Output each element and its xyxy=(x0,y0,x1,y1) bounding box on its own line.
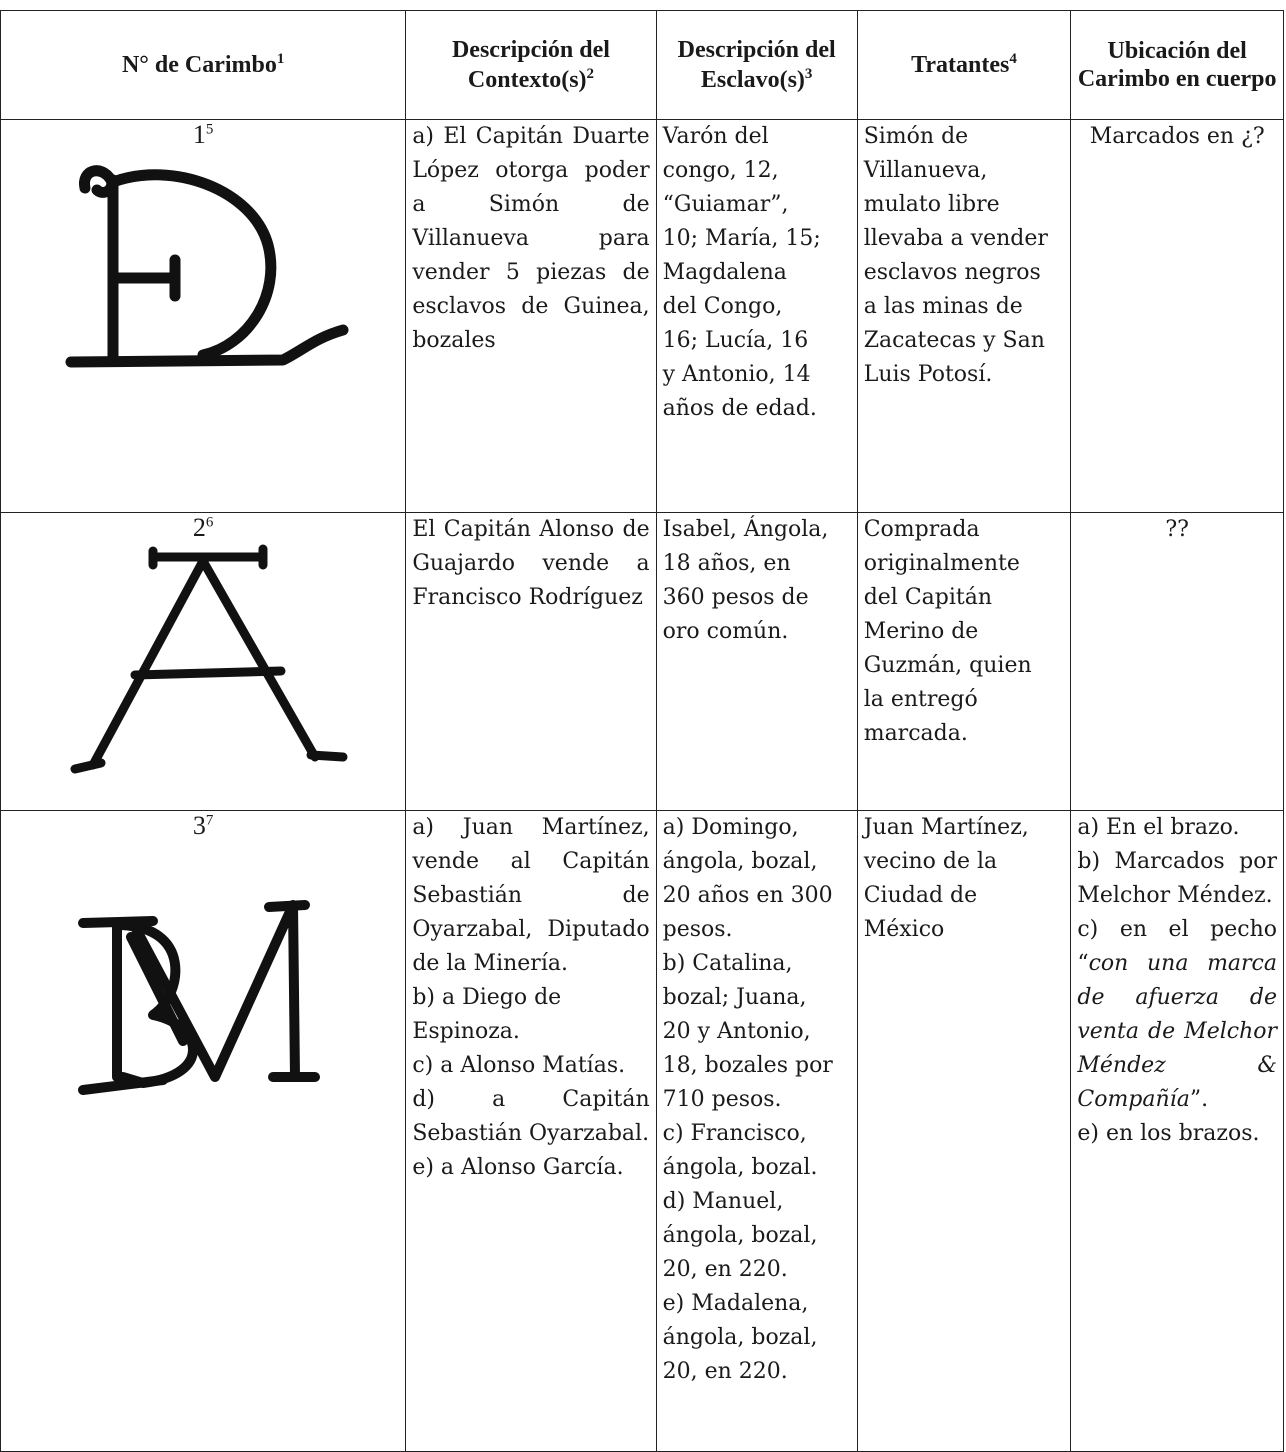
table-row xyxy=(1,120,1284,513)
carimbo-cell xyxy=(1,120,406,513)
contexto-cell: a) Juan Martínez, vende al Capitán Sebastián de Oyarzabal, Diputado de la Minería. b) a Diego de Espinoza. c) a Alonso Matías. d) a Capitán Sebastián Oyarzabal. e) a Alonso García. xyxy=(406,811,656,1452)
carimbo-cell xyxy=(1,513,406,811)
tratantes-cell: Comprada originalmente del Capitán Merino de Guzmán, quien la entregó marcada. xyxy=(857,513,1071,811)
carimbo-table xyxy=(0,10,1284,1452)
contexto-cell: El Capitán Alonso de Guajardo vende a Francisco Rodríguez xyxy=(406,513,656,811)
header-descripcion-contexto: Descripción del $Contexto(s)^2$ xyxy=(406,11,656,120)
esclavo-cell: Varón del congo, 12, “Guiamar”, 10; María, 15; Magdalena del Congo, 16; Lucía, 16 y Antonio, 14 años de edad. xyxy=(656,120,857,513)
carimbo-e-l-mark-icon xyxy=(53,150,353,380)
esclavo-cell: a) Domingo, ángola, bozal, 20 años en 300 pesos. b) Catalina, bozal; Juana, 20 y Antonio, 18, bozales por 710 pesos. c) Francisco, ángola, bozal. d) Manuel, ángola, bozal, 20, en 220. e) Madalena, ángola, bozal, 20, en 220. xyxy=(656,811,857,1452)
table-row xyxy=(1,811,1284,1452)
ubicacion-cell: a) En el brazo. b) Marcados por Melchor Méndez. c) en el pecho “con una marca de afuerza de venta de Melchor Méndez & Compañía”. e) en los brazos. xyxy=(1071,811,1284,1452)
header-numero-carimbo: N° de Carimbo$^1$ xyxy=(1,11,406,120)
contexto-cell: a) El Capitán Duarte López otorga poder a Simón de Villanueva para vender 5 piezas de esclavos de Guinea, bozales xyxy=(406,120,656,513)
carimbo-cell xyxy=(1,811,406,1452)
ubicacion-c-text: c) en el pecho “con una marca de afuerza de venta de Melchor Méndez & Compañía”. xyxy=(1077,917,1277,1112)
tratantes-cell: Simón de Villanueva, mulato libre llevaba a vender esclavos negros a las minas de Zacatecas y San Luis Potosí. xyxy=(857,120,1071,513)
carimbo-number: $3^7$ xyxy=(192,811,214,840)
header-tratantes: Tratantes$^4$ xyxy=(857,11,1071,120)
carimbo-number: $2^6$ xyxy=(192,513,214,542)
table-row xyxy=(1,513,1284,811)
header-descripcion-esclavo: Descripción del $Esclavo(s)^3$ xyxy=(656,11,857,120)
ubicacion-cell: Marcados en ¿? xyxy=(1071,120,1284,513)
carimbo-a-mark-icon xyxy=(53,543,353,783)
header-row xyxy=(1,11,1284,120)
tratantes-cell: Juan Martínez, vecino de la Ciudad de México xyxy=(857,811,1071,1452)
carimbo-number: $1^5$ xyxy=(192,120,214,149)
ubicacion-cell: ?? xyxy=(1071,513,1284,811)
carimbo-b-m-mark-icon xyxy=(43,865,363,1135)
esclavo-cell: Isabel, Ángola, 18 años, en 360 pesos de oro común. xyxy=(656,513,857,811)
header-ubicacion-carimbo: Ubicación del Carimbo en cuerpo xyxy=(1071,11,1284,120)
